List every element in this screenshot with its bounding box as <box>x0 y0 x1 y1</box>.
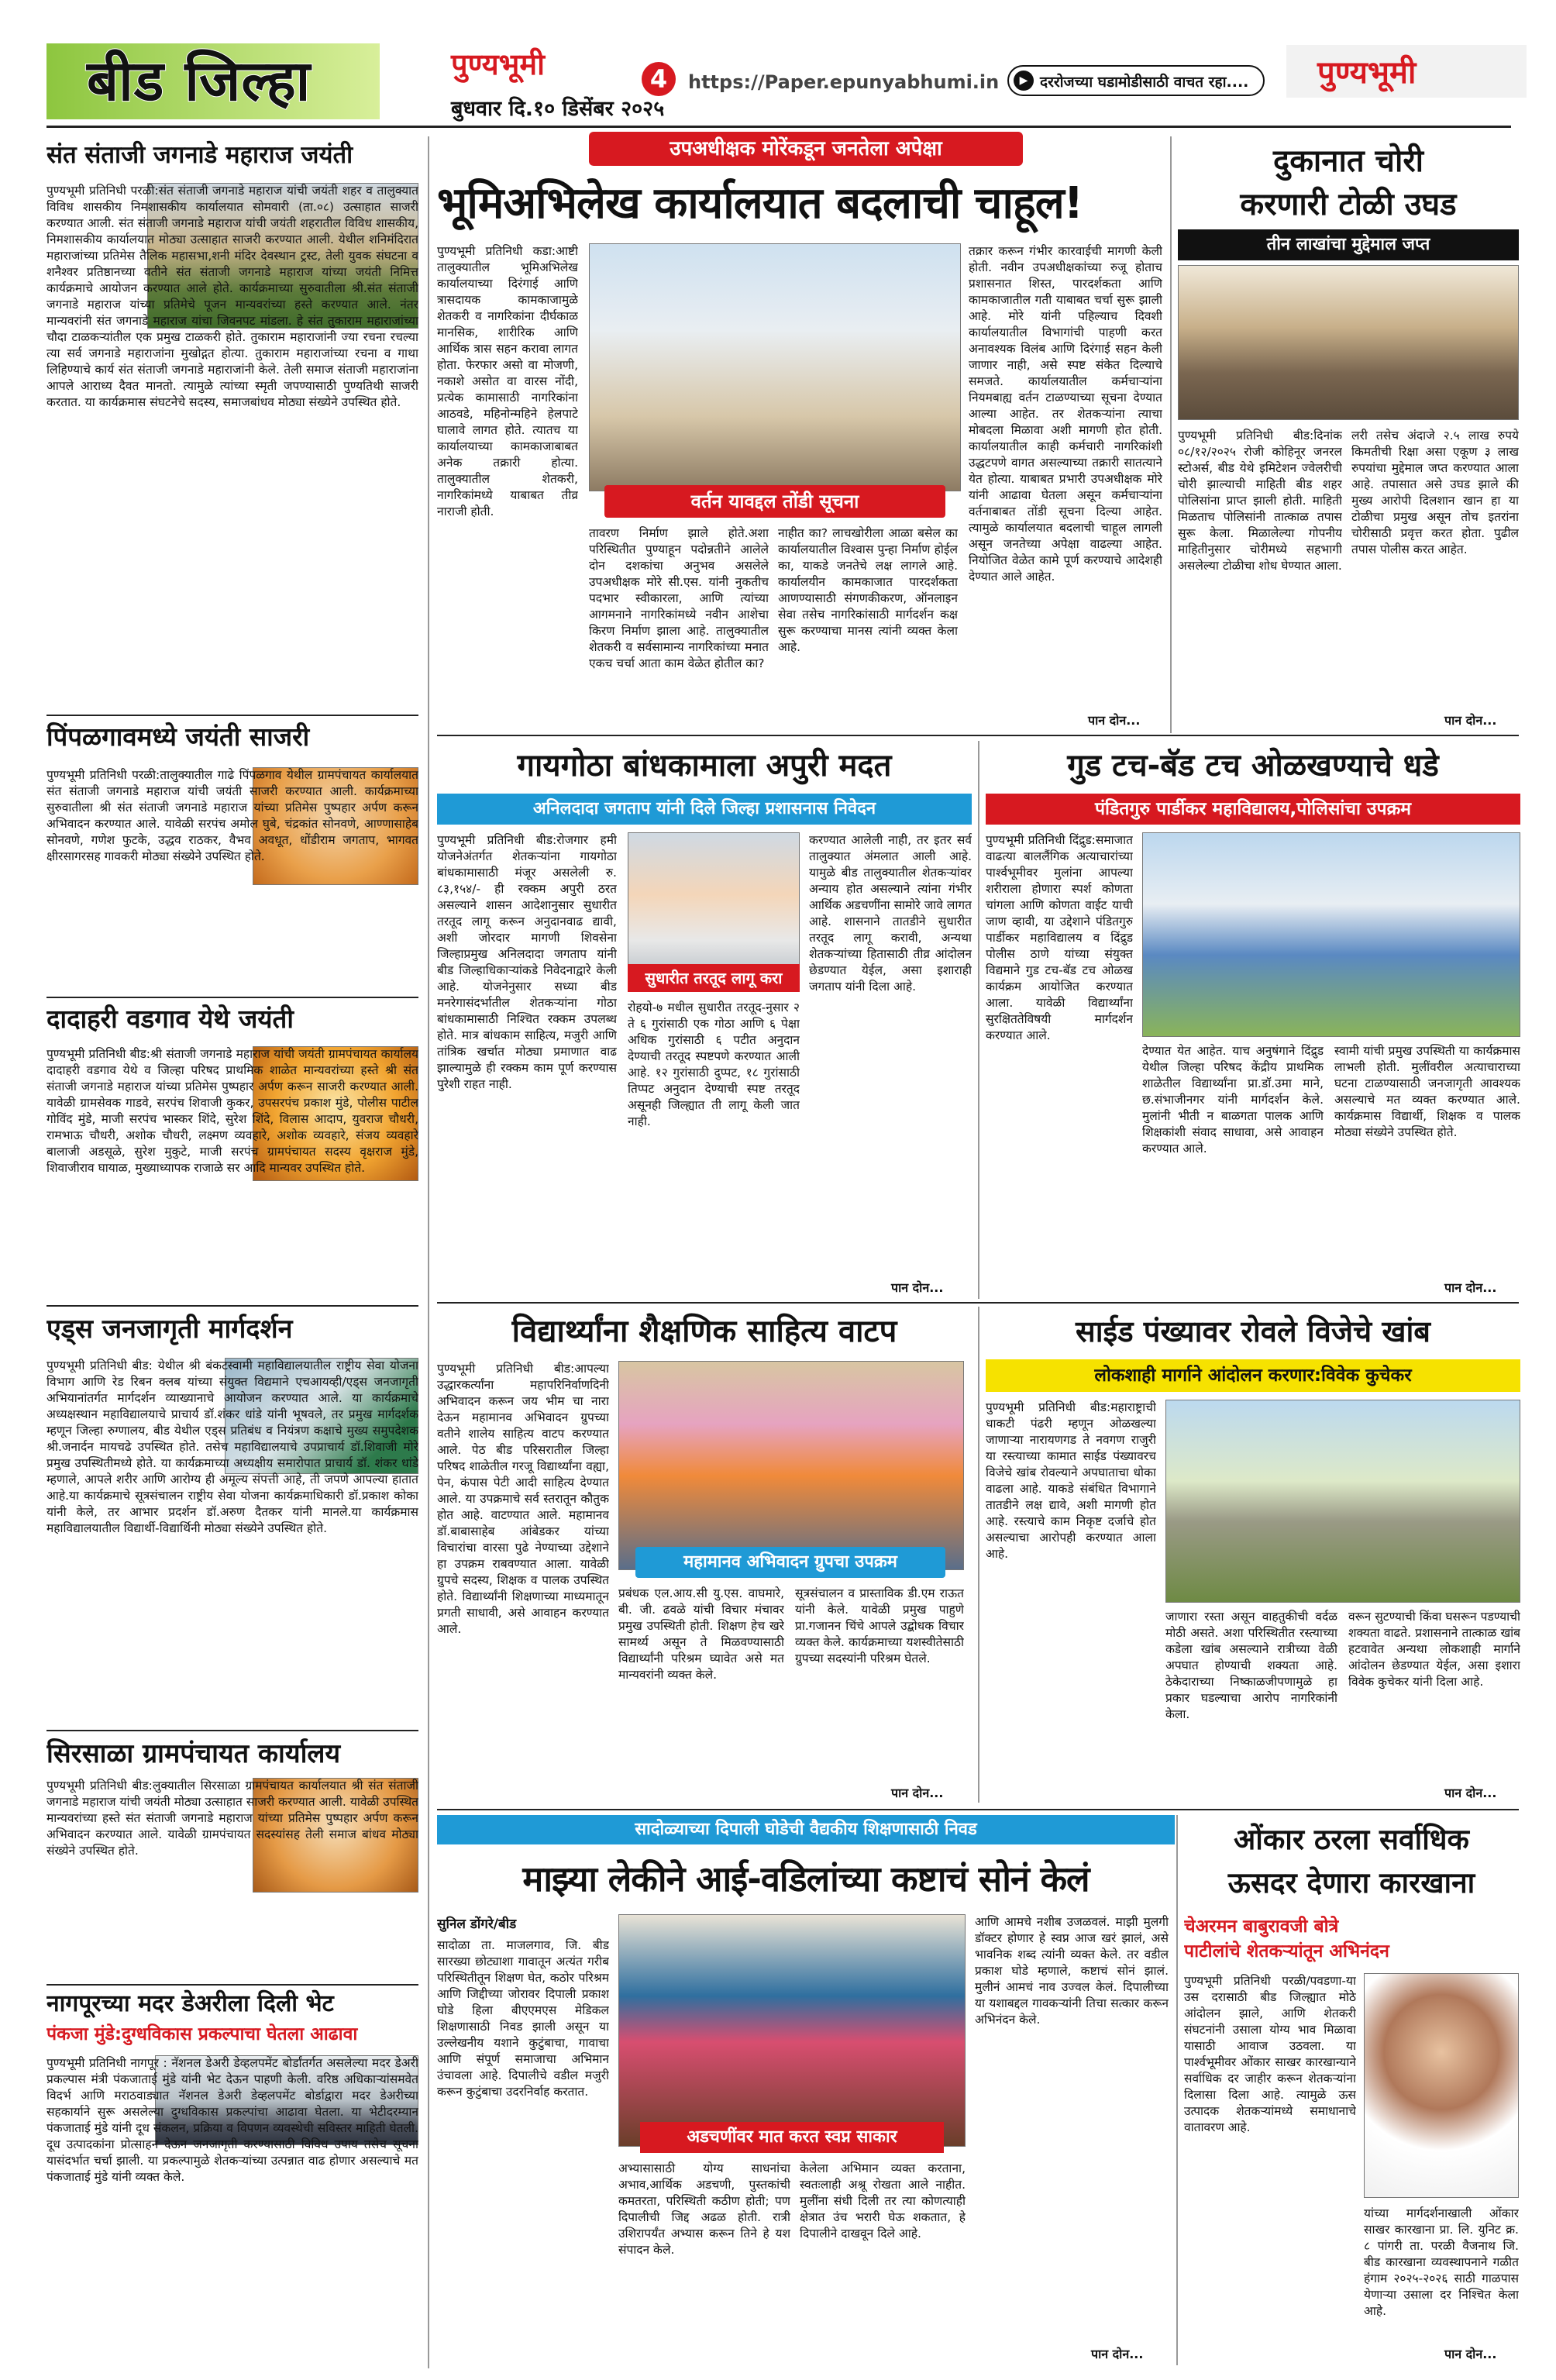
rule-mid-2 <box>437 1302 1519 1304</box>
daughter-continued[interactable]: पान दोन... <box>1091 2347 1144 2361</box>
s1-body: पुण्यभूमी प्रतिनिधी परळी:संत संताजी जगनाडे महाराज यांची जयंती शहर व तालुक्यात विविध शासकीय निमशासकीय कार्यालयात सोमवारी (ता.०८) उत्साहात साजरी करण्यात आली. संत संताजी जगनाडे महाराज यांची जयंती शहरातील विविध शासकीय, निमशासकीय कार्यालयात मोठ्या उत्साहात साजरी करण्यात आली. येथील शनिमंदिरात महाराजांच्या प्रतिमेस तैलिक महासभा,शनी मंदिर देवस्थान ट्रस्ट, तेली युवक संघटना व शनैश्वर प्रतिष्ठानच्या वतीने संत संताजी जगनाडे महाराज यांच्या जयंती निमित्त कार्यक्रमाचे आयोजन करण्यात आले होते. कार्यक्रमाच्या सुरुवातीला श्री.संत संताजी जगनाडे महाराज यांच्या प्रतिमेचे पूजन मान्यवरांच्या हस्ते करण्यात आले. नंतर मान्यवरांनी संत जगनाडे महाराज यांचा जिवनपट मांडला. हे संत तुकाराम महाराजांच्या चौदा टाळकऱ्यांतील एक प्रमुख टाळकरी होते. तुकाराम महाराजांनी ज्या रचना रचल्या त्या सर्व जगनाडे महाराजांना मुखोद्गत होत्या. तुकाराम महाराजांच्या रचना व गाथा लिहिण्याचे कार्य संत संताजी जगनाडे महाराजांनी केले. तेली समाज संताजी महाराजांना आपले आराध्य दैवत मानतो. त्यामुळे त्यांच्या स्मृती जपण्यासाठी पुण्यतिथी साजरी करतात. या कार्यक्रमास संघटनेचे सदस्य, समाजबांधव मोठ्या संख्येने उपस्थित होते. <box>46 184 418 409</box>
brand-logo-2 <box>1286 45 1527 98</box>
column-divider-5 <box>1176 1815 1178 2365</box>
lead-caption: वर्तन यावद्दल तोंडी सूचना <box>604 485 945 518</box>
s3-headline: दादाहरी वडगाव येथे जयंती <box>46 1004 294 1034</box>
river-headline: गायगोठा बांधकामाला अपुरी मदत <box>517 748 892 784</box>
masthead-rule <box>46 126 1511 128</box>
s5-headline: सिरसाळा ग्रामपंचायत कार्यालय <box>46 1738 341 1769</box>
column-divider-4 <box>978 1307 979 1803</box>
daughter-headline: माझ्या लेकीने आई-वडिलांच्या कष्टाचं सोनं केलं <box>522 1858 1090 1900</box>
tagline: दररोजच्या घडामोडीसाठी वाचत रहा.... <box>1040 74 1249 91</box>
daughter-col4: केलेला अभिमान व्यक्त करताना, स्वतःलाही अश्रू रोखता आले नाहीत. मुलींना संधी दिली तर त्या कोणत्याही क्षेत्रात उंच भरारी घेऊ शकतात, हे दिपालीने दाखवून दिले आहे. <box>800 2161 966 2241</box>
side-col1: पुण्यभूमी प्रतिनिधी बीड:महाराष्ट्राची धाकटी पंढरी म्हणून ओळखल्या जाणाऱ्या नारायणगड ते नवगण राजुरी या रस्त्याच्या कामात साईड पंख्यावरच विजेचे खांब रोवल्याने अपघाताचा धोका वाढला आहे. याकडे संबंधित विभागाने तातडीने लक्ष द्यावे, अशी मागणी होत आहे. रस्त्याचे काम निकृष्ट दर्जाचे होत असल्याचा आरोपही करण्यात आला आहे. <box>986 1400 1156 1561</box>
theft-photo <box>1178 265 1519 420</box>
edu-col4: सूत्रसंचालन व प्रास्ताविक डी.एम राऊत यांनी केले. यावेळी प्रमुख पाहुणे प्रा.गजानन चिंचे आपले उद्बोधक विचार व्यक्त केले. कार्यक्रमाच्या यशस्वीतेसाठी ग्रुपच्या सदस्यांनी परिश्रम घेतले. <box>795 1586 964 1665</box>
s6-subheadline: पंकजा मुंडे:दुग्धविकास प्रकल्पाचा घेतला आढावा <box>46 2024 358 2044</box>
rule-1 <box>46 715 418 716</box>
daughter-col3: अभ्यासासाठी योग्य साधनांचा अभाव,आर्थिक अडचणी, पुस्तकांची कमतरता, परिस्थिती कठीण होती; पण दिपालीची जिद्द अढळ होती. रात्री उशिरापर्यंत अभ्यास करून तिने हे यश संपादन केले. <box>618 2161 790 2257</box>
s4-body: पुण्यभूमी प्रतिनिधी बीड: येथील श्री बंकटस्वामी महाविद्यालयातील राष्ट्रीय सेवा योजना विभाग आणि रेड रिबन क्लब यांच्या संयुक्त विद्यमाने एचआयव्ही/एड्स जनजागृती अभियानांतर्गत मार्गदर्शन व्याख्यानाचे आयोजन करण्यात आले. या कार्यक्रमाचे अध्यक्षस्थान महाविद्यालयाचे प्राचार्य डॉ.शंकर धांडे यांनी भूषवले, तर प्रमुख मार्गदर्शक म्हणून जिल्हा रुग्णालय, बीड येथील एड्स प्रतिबंध व नियंत्रण कक्षाचे मुख्य समुपदेशक श्री.जनार्दन मायचढे उपस्थित होते. तसेच महाविद्यालयाचे उपप्राचार्य डॉ.शिवाजी मोरे प्रमुख उपस्थितीमध्ये होते. या कार्यक्रमाच्या अध्यक्षीय समारोपात प्राचार्य डॉ. शंकर धांडे म्हणाले, आपले शरीर आणि आरोग्य ही अमूल्य संपत्ती आहे, ती जपणे आपल्या हातात आहे.या कार्यक्रमाचे सूत्रसंचालन राष्ट्रीय सेवा योजना कार्यक्रमाधिकारी डॉ.प्रकाश कोका यांनी केले, तर आभार प्रदर्शन डॉ.अरुण दैतकर यांनी मानले.या कार्यक्रमास महाविद्यालयातील विद्यार्थी-विद्यार्थिनी मोठ्या संख्येने उपस्थित होते. <box>46 1359 418 1535</box>
column-divider-1 <box>428 136 429 2368</box>
s2-headline: पिंपळगावमध्ये जयंती साजरी <box>46 722 310 752</box>
theft-headline-1: दुकानात चोरी <box>1272 143 1424 179</box>
side-strap: लोकशाही मार्गाने आंदोलन करणार:विवेक कुचेकर <box>986 1359 1520 1392</box>
river-strap: अनिलदादा जगताप यांनी दिले जिल्हा प्रशासनास निवेदन <box>437 794 972 825</box>
masthead <box>0 0 1556 130</box>
river-caption: सुधारीत तरतूद लागू करा <box>628 964 800 992</box>
omkar-headline-1: ओंकार ठरला सर्वाधिक <box>1234 1823 1469 1856</box>
brand-logo-2-text: पुण्यभूमी <box>1317 55 1417 91</box>
side-col2: जाणारा रस्ता असून वाहतुकीची वर्दळ मोठी असते. अशा परिस्थितीत रस्त्याच्या कडेला खांब असल्याने रात्रीच्या वेळी अपघात होण्याची शक्यता आहे. ठेकेदाराच्या निष्काळजीपणामुळे हा प्रकार घडल्याचा आरोप नागरिकांनी केला. <box>1165 1610 1337 1721</box>
good-strap: पंडितगुरु पार्डीकर महाविद्यालय,पोलिसांचा उपक्रम <box>986 794 1520 825</box>
s5-body: पुण्यभूमी प्रतिनिधी बीड:लुक्यातील सिरसाळा ग्रामपंचायत कार्यालयात श्री संत संताजी जगनाडे महाराज यांची जयंती मोठ्या उत्साहात साजरी करण्यात आली. यावेळी उपस्थित मान्यवरांच्या हस्ते संत संताजी जगनाडे महाराज यांच्या प्रतिमेस पुष्पहार अर्पण करून अभिवादन करण्यात आले. यावेळी ग्रामपंचायत सदस्यांसह तेली समाज बांधव मोठ्या संख्येने उपस्थित होते. <box>46 1779 418 1858</box>
edu-photo <box>618 1361 964 1570</box>
daughter-col1: सादोळा ता. माजलगाव, जि. बीड सारख्या छोट्याशा गावातून अत्यंत गरीब परिस्थितीतून शिक्षण घेत, कठोर परिश्रम आणि जिद्दीच्या जोरावर दिपाली प्रकाश घोडे हिला बीएएमएस मेडिकल शिक्षणासाठी निवड झाली असून या उल्लेखनीय यशाने कुटुंबाचा, गावाचा आणि संपूर्ण समाजाचा अभिमान उंचावला आहे. दिपालीचे वडील मजुरी करून कुटुंबाचा उदरनिर्वाह करतात. <box>437 1938 609 2099</box>
good-col2: देण्यात येत आहेत. याच अनुषंगाने दिंद्रुड येथील जिल्हा परिषद केंद्रीय प्राथमिक शाळेतील विद्यार्थ्यांना प्रा.डॉ.उमा माने, छ.संभाजीनगर यांनी मार्गदर्शन केले. मुलांनी भीती न बाळगता पालक आणि शिक्षकांशी संवाद साधावा, असे आवाहन करण्यात आले. <box>1142 1044 1324 1156</box>
s6-headline: नागपूरच्या मदर डेअरीला दिली भेट <box>46 1990 334 2017</box>
daughter-caption: अडचणींवर मात करत स्वप्न साकार <box>640 2122 944 2153</box>
theft-col1: पुण्यभूमी प्रतिनिधी बीड:दिनांक ०८/१२/२०२५ रोजी कोहिनूर जनरल स्टोअर्स, बीड येथे इमिटेशन ज्वेलरीची चोरी झाल्याची माहिती बीड शहर पोलिसांना प्राप्त झाली होती. माहिती मिळताच पोलिसांनी तात्काळ तपास सुरू केला. मिळालेल्या गोपनीय माहितीनुसार चोरीमध्ये सहभागी असलेल्या टोळीचा शोध घेण्यात आला. <box>1178 429 1342 573</box>
omkar-strap-2: पाटीलांचे शेतकऱ्यांतून अभिनंदन <box>1184 1941 1389 1962</box>
good-photo <box>1142 832 1520 1037</box>
river-col1: पुण्यभूमी प्रतिनिधी बीड:रोजगार हमी योजनेअंतर्गत शेतकऱ्यांना गायगोठा बांधकामासाठी मंजूर असलेली रु. ८३,१५४/- ही रक्कम अपुरी ठरत असल्याने शासन आदेशानुसार सुधारीत तरतूद लागू करून अनुदानवाढ द्यावी, अशी जोरदार मागणी शिवसेना जिल्हाप्रमुख अनिलदादा जगताप यांनी बीड जिल्हाधिकाऱ्यांकडे निवेदनाद्वारे केली आहे. योजनेनुसार सध्या बीड मनरेगासंदर्भातील शेतकऱ्यांना गोठा बांधकामासाठी निश्चित रक्कम उपलब्ध होते. मात्र बांधकाम साहित्य, मजुरी आणि तांत्रिक खर्चात मोठ्या प्रमाणात वाढ झाल्यामुळे ही रक्कम काम पूर्ण करण्यास पुरेशी राहत नाही. <box>437 833 617 1091</box>
omkar-portrait <box>1364 1973 1519 2198</box>
omkar-col1: पुण्यभूमी प्रतिनिधी परळी/पवडणा-या उस दरासाठी बीड जिल्ह्यात मोठे आंदोलन झाले, आणि शेतकरी संघटनांनी उसाला योग्य भाव मिळावा यासाठी आवाज उठवला. या पार्श्वभूमीवर ओंकार साखर कारखान्याने सर्वाधिक दर जाहीर करून शेतकऱ्यांना दिलासा दिला आहे. त्यामुळे ऊस उत्पादक शेतकऱ्यांमध्ये समाधानाचे वातावरण आहे. <box>1184 1974 1356 2134</box>
river-continued[interactable]: पान दोन... <box>891 1280 944 1295</box>
s3-body: पुण्यभूमी प्रतिनिधी बीड:श्री संताजी जगनाडे महाराज यांची जयंती ग्रामपंचायत कार्यालय दादाहरी वडगाव येथे व जिल्हा परिषद प्राथमिक शाळेत मान्यवरांच्या हस्ते श्री संत संताजी जगनाडे महाराज यांच्या प्रतिमेस पुष्पहार अर्पण करून साजरी करण्यात आली. यावेळी ग्रामसेवक गाडवे, सरपंच शिवाजी कुकर, उपसरपंच प्रकाश मुंडे, पोलीस पाटील गोविंद मुंडे, माजी सरपंच भास्कर शिंदे, सुरेश शिंदे, विलास आदाप, युवराज चौधरी, रामभाऊ चौधरी, अशोक चौधरी, लक्ष्मण व्यवहारे, अशोक व्यवहारे, संजय व्यवहारे बालाजी अडसूळे, सुरेश मुकुटे, माजी सरपंच ग्रामपंचायत सदस्य वृक्षराज मुंडे, शिवाजीराव घायाळ, मुख्याध्यापक राजाळे सर आदि मान्यवर उपस्थित होते. <box>46 1047 418 1175</box>
good-col3: स्वामी यांची प्रमुख उपस्थिती या कार्यक्रमास लाभली होती. मुलींवरील अत्याचाराच्या घटना टाळण्यासाठी जनजागृती आवश्यक असल्याचे मत व्यक्त करण्यात आले. कार्यक्रमास विद्यार्थी, शिक्षक व पालक मोठ्या संख्येने उपस्थित होते. <box>1334 1044 1520 1139</box>
site-url[interactable]: https://Paper.epunyabhumi.in <box>688 71 1000 93</box>
edu-continued[interactable]: पान दोन... <box>891 1786 944 1800</box>
play-icon: ▶ <box>1014 71 1034 91</box>
rule-2 <box>46 997 418 998</box>
daughter-photo <box>618 1914 966 2147</box>
section-title: बीड जिल्हा <box>87 48 312 113</box>
lead-col3: तावरण निर्माण झाले होते.अशा परिस्थितीत पुण्याहून पदोन्नतीने आलेले दोन दशकांचा अनुभव असलेले उपअधीक्षक मोरे सी.एस. यांनी नुकतीच पदभार स्वीकारला, आणि त्यांच्या आगमनाने नागरिकांमध्ये नवीन आशेचा किरण निर्माण झाला आहे. तालुक्यातील शेतकरी व सर्वसामान्य नागरिकांच्या मनात एकच चर्चा आता काम वेळेत होतील का? <box>589 526 769 670</box>
good-continued[interactable]: पान दोन... <box>1444 1280 1497 1295</box>
s1-headline: संत संताजी जगनाडे महाराज जयंती <box>46 141 353 169</box>
rule-mid-3 <box>437 1809 1519 1810</box>
side-col3: वरून सुटण्याची किंवा घसरून पडण्याची शक्यता वाढते. प्रशासनाने तात्काळ खांब हटवावेत अन्यथा लोकशाही मार्गाने आंदोलन छेडण्यात येईल, असा इशारा विवेक कुचेकर यांनी दिला आहे. <box>1348 1610 1520 1689</box>
lead-col4: नाहीत का? लाचखोरीला आळा बसेल का कार्यालयातील विश्वास पुन्हा निर्माण होईल का, याकडे जनतेचे लक्ष लागले आहे. कार्यालयीन कामकाजात पारदर्शकता आणण्यासाठी संगणकीकरण, ऑनलाइन सेवा तसेच नागरिकांसाठी मार्गदर्शन कक्ष सुरू करण्याचा मानस त्यांनी व्यक्त केला आहे. <box>778 526 958 654</box>
lead-col5: तक्रार करून गंभीर कारवाईची मागणी केली होती. नवीन उपअधीक्षकांच्या रुजू होताच प्रशासनात शिस्त, पारदर्शकता आणि कामकाजातील गती याबाबत चर्चा सुरू झाली आहे. मोरे यांनी पहिल्याच दिवशी कार्यालयातील विभागांची पाहणी करत अनावश्यक विलंब आणि दिरंगाई सहन केली जाणार नाही, असे स्पष्ट संकेत दिल्याचे समजते. कार्यालयातील कर्मचाऱ्यांना नियमबाह्य वर्तन टाळण्याच्या सूचना देण्यात आल्या आहेत. तर शेतकऱ्यांना त्याचा मोबदला मिळावा अशी मागणी होत होती. कार्यालयातील काही कर्मचारी नागरिकांशी उद्धटपणे वागत असल्याच्या तक्रारी सातत्याने येत होत्या. याबाबत प्रभारी उपअधीक्षक मोरे यांनी आढावा घेतला असून कर्मचाऱ्यांना वर्तनाबाबत तोंडी सूचना दिल्या आहेत. त्यामुळे कार्यालयात बदलाची चाहूल लागली असून जनतेच्या अपेक्षा वाढल्या आहेत. नियोजित वेळेत कामे पूर्ण करण्याचे आदेशही देण्यात आले आहेत. <box>969 244 1162 584</box>
s6-body: पुण्यभूमी प्रतिनिधी नागपूर : नॅशनल डेअरी डेव्हलपमेंट बोर्डांतर्गत असलेल्या मदर डेअरी प्रकल्पास मंत्री पंकजाताई मुंडे यांनी भेट देऊन पाहणी केली. वरिष्ठ अधिकाऱ्यांसमवेत विदर्भ आणि मराठवाड्यात नॅशनल डेअरी डेव्हलपमेंट बोर्डाद्वारा मदर डेअरीच्या सहकार्याने सुरू असलेल्या दुग्धविकास प्रकल्पांचा आढावा घेतला. या भेटीदरम्यान पंकजाताई मुंडे यांनी दूध संकलन, प्रक्रिया व विपणन व्यवस्थेची सविस्तर माहिती घेतली. दूध उत्पादकांना प्रोत्साहन देऊन जनजागृती करण्यासाठी विविध उपाय तसेच सूचना यासंदर्भात चर्चा झाली. या प्रकल्पामुळे शेतकऱ्यांच्या उत्पन्नात वाढ होणार असल्याचे मत पंकजाताई मुंडे यांनी व्यक्त केले. <box>46 2056 418 2184</box>
lead-col1: पुण्यभूमी प्रतिनिधी कडा:आष्टी तालुक्यातील भूमिअभिलेख कार्यालयाच्या दिरंगाई आणि त्रासदायक कामकाजामुळे शेतकरी व नागरिकांना दीर्घकाळ मानसिक, शारीरिक आणि आर्थिक त्रास सहन करावा लागत होता. फेरफार असो वा मोजणी, नकाशे असोत वा वारस नोंदी, प्रत्येक कामासाठी नागरिकांना आठवडे, महिनोन्महिने हेलपाटे घालावे लागत होते. त्यातच या कार्यालयाच्या कामकाजाबाबत अनेक तक्रारी होत्या. तालुक्यातील शेतकरी, नागरिकांमध्ये याबाबत तीव्र नाराजी होती. <box>437 244 578 518</box>
omkar-continued[interactable]: पान दोन... <box>1444 2347 1497 2361</box>
rule-5 <box>46 1984 418 1986</box>
side-continued[interactable]: पान दोन... <box>1444 1786 1497 1800</box>
omkar-strap-1: चेअरमन बाबुरावजी बोत्रे <box>1184 1917 1339 1937</box>
theft-col2: लरी तसेच अंदाजे २.५ लाख रुपये किमतीची रिक्षा असा एकूण ३ लाख रुपयांचा मुद्देमाल जप्त करण्यात आला आहे. तपासात असे उघड झाले की मुख्य आरोपी दिलशान खान हा या टोळीचा प्रमुख असून तोच इतरांना चोरीसाठी प्रवृत्त करत होता. पुढील तपास पोलीस करत आहेत. <box>1351 429 1519 556</box>
rule-4 <box>46 1730 418 1731</box>
omkar-col2: यांच्या मार्गदर्शनाखाली ओंकार साखर कारखाना प्रा. लि. युनिट क्र. ८ पांगरी ता. परळी वैजनाथ जि. बीड कारखाना व्यवस्थापनाने गळीत हंगाम २०२५-२०२६ साठी गाळपास येणाऱ्या उसाला दर निश्चित केला आहे. <box>1364 2206 1519 2318</box>
lead-continued[interactable]: पान दोन... <box>1088 713 1141 728</box>
lead-kicker: उपअधीक्षक मोरेंकडून जनतेला अपेक्षा <box>589 132 1023 166</box>
s2-body: पुण्यभूमी प्रतिनिधी परळी:तालुक्यातील गाढे पिंपळगाव येथील ग्रामपंचायत कार्यालयात संत संताजी जगनाडे महाराज यांची जयंती साजरी करण्यात आली. कार्यक्रमाच्या सुरुवातीला श्री संत संताजी जगनाडे महाराज यांच्या प्रतिमेस पुष्पहार अर्पण करून अभिवादन करण्यात आले. यावेळी सरपंच अमोल घुबे, चंद्रकांत सोनवणे, आण्णासाहेब सोनवणे, गणेश फुटके, उद्धव राठकर, वैभव अवधूत, धोंडीराम जगताप, भागवत क्षीरसागरसह गावकरी मोठ्या संख्येने उपस्थित होते. <box>46 768 418 863</box>
daughter-byline: सुनिल डोंगरे/बीड <box>437 1917 517 1932</box>
column-divider-2 <box>1170 136 1172 733</box>
lead-headline: भूमिअभिलेख कार्यालयात बदलाची चाहूल! <box>437 178 1083 229</box>
section-title-box <box>87 40 380 121</box>
s4-headline: एड्स जनजागृती मार्गदर्शन <box>46 1314 293 1345</box>
theft-strap: तीन लाखांचा मुद्देमाल जप्त <box>1178 229 1519 260</box>
edu-col1: पुण्यभूमी प्रतिनिधी बीड:आपल्या उद्धारकर्त्यांना महापरिनिर्वाणदिनी अभिवादन करून जय भीम चा नारा देऊन महामानव अभिवादन ग्रुपच्या वतीने शालेय साहित्य वाटप करण्यात आले. पेठ बीड परिसरातील जिल्हा परिषद शाळेतील गरजू विद्यार्थ्यांना वह्या, पेन, कंपास पेटी आदी साहित्य देण्यात आले. या उपक्रमाचे सर्व स्तरातून कौतुक होत आहे. वाटण्यात आले. महामानव डॉ.बाबासाहेब आंबेडकर यांच्या विचारांचा वारसा पुढे नेण्याच्या उद्देशाने हा उपक्रम राबवण्यात आला. यावेळी ग्रुपचे सदस्य, शिक्षक व पालक उपस्थित होते. विद्यार्थ्यांनी शिक्षणाच्या माध्यमातून प्रगती साधावी, असे आवाहन करण्यात आले. <box>437 1362 609 1636</box>
brand-logo: पुण्यभूमी <box>451 47 545 81</box>
daughter-col2: आणि आमचे नशीब उजळवलं. माझी मुलगी डॉक्टर होणार हे स्वप्न आज खरं झालं, असे भावनिक शब्द त्यांनी व्यक्त केले. तर वडील प्रकाश घोडे म्हणाले, कष्टाचं सोनं झालं. मुलीनं आमचं नाव उज्वल केलं. दिपालीच्या या यशाबद्दल गावकऱ्यांनी तिचा सत्कार करून अभिनंदन केले. <box>975 1915 1169 2027</box>
side-photo <box>1165 1400 1520 1603</box>
theft-headline-2: करणारी टोळी उघड <box>1240 187 1457 222</box>
side-headline: साईड पंख्यावर रोवले विजेचे खांब <box>1076 1314 1430 1348</box>
good-headline: गुड टच-बॅड टच ओळखण्याचे धडे <box>1067 748 1439 784</box>
issue-date: बुधवार दि.१० डिसेंबर २०२५ <box>451 97 665 121</box>
column-divider-3 <box>978 741 979 1299</box>
theft-continued[interactable]: पान दोन... <box>1444 713 1497 728</box>
rule-mid-1 <box>437 735 1519 736</box>
edu-headline: विद्यार्थ्यांना शैक्षणिक साहित्य वाटप <box>511 1314 897 1349</box>
edu-caption: महामानव अभिवादन ग्रुपचा उपक्रम <box>635 1547 945 1578</box>
edu-col3: प्रबंधक एल.आय.सी यु.एस. वाघमारे, बी. जी. ढवळे यांची विचार मंचावर प्रमुख उपस्थिती होती. शिक्षण हेच खरे सामर्थ्य असून ते मिळवण्यासाठी विद्यार्थ्यांनी परिश्रम घ्यावेत असे मत मान्यवरांनी व्यक्त केले. <box>618 1586 784 1682</box>
page-number: 4 <box>649 64 668 94</box>
good-col1: पुण्यभूमी प्रतिनिधी दिंद्रुड:समाजात वाढत्या बाललैंगिक अत्याचारांच्या पार्श्वभूमीवर मुलांना आपल्या शरीराला होणारा स्पर्श कोणता चांगला आणि कोणता वाईट याची जाण व्हावी, या उद्देशाने पंडितगुरु पार्डीकर महाविद्यालय व दिंद्रुड पोलीस ठाणे यांच्या संयुक्त विद्यमाने गुड टच-बॅड टच ओळख कार्यक्रम आयोजित करण्यात आला. यावेळी विद्यार्थ्यांना सुरक्षिततेविषयी मार्गदर्शन करण्यात आले. <box>986 833 1133 1042</box>
tagline-strip <box>1007 65 1265 96</box>
omkar-headline-2: ऊसदर देणारा कारखाना <box>1227 1866 1475 1900</box>
river-col2: रोहयो-७ मधील सुधारीत तरतूद-नुसार २ ते ६ गुरांसाठी एक गोठा आणि ६ पेक्षा अधिक गुरांसाठी ६ पटीत अनुदान देण्याची तरतूद स्पष्टपणे करण्यात आली आहे. १२ गुरांसाठी दुप्पट, १८ गुरांसाठी तिप्पट अनुदान देण्याची स्पष्ट तरतूद असूनही जिल्ह्यात ती लागू केली जात नाही. <box>628 1001 800 1128</box>
lead-photo <box>589 243 961 491</box>
daughter-kicker: सादोळ्याच्या दिपाली घोडेची वैद्यकीय शिक्षणासाठी निवड <box>437 1815 1175 1844</box>
rule-3 <box>46 1305 418 1307</box>
river-col3: करण्यात आलेली नाही, तर इतर सर्व तालुक्यात अंमलात आली आहे. यामुळे बीड तालुक्यातील शेतकऱ्यांवर अन्याय होत असल्याने त्यांना गंभीर आर्थिक अडचणींना सामोरे जावे लागत आहे. शासनाने तातडीने सुधारीत तरतूद लागू करावी, अन्यथा शेतकऱ्यांच्या हितासाठी तीव्र आंदोलन छेडण्यात येईल, असा इशाराही जगताप यांनी दिला आहे. <box>809 833 972 994</box>
